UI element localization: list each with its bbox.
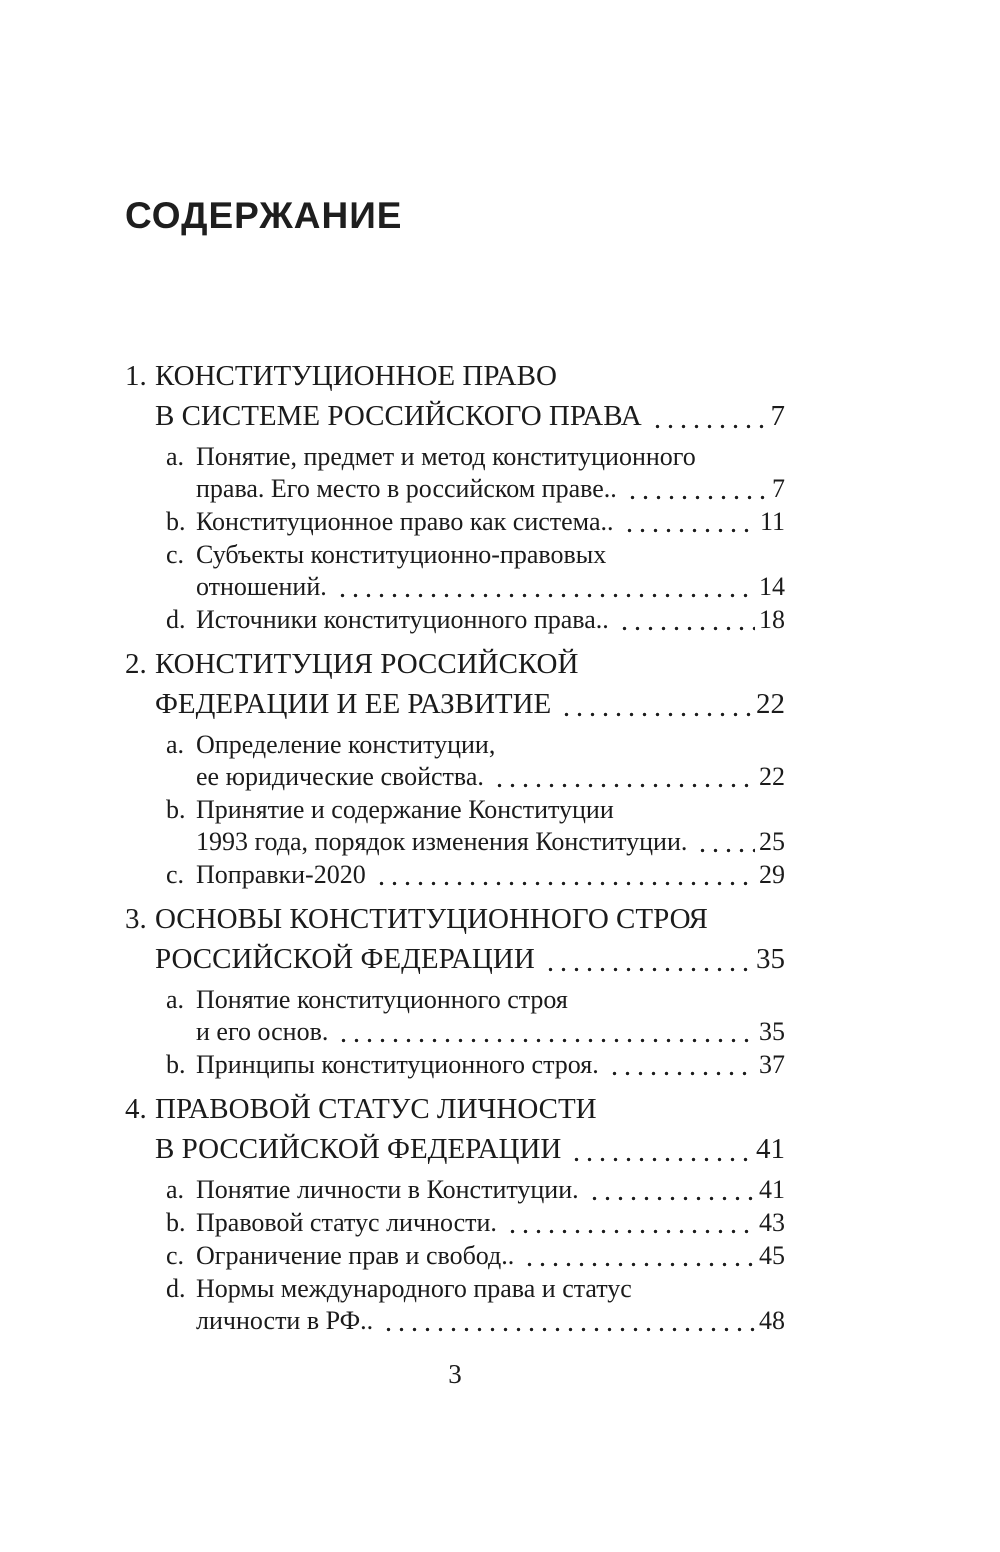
dot-leader	[382, 1305, 755, 1337]
toc-item-marker: c.	[166, 1241, 185, 1270]
chapter-heading-marker: 1.	[125, 360, 147, 392]
toc-item-text: ее юридические свойства.	[196, 762, 484, 791]
dot-leader	[544, 939, 752, 979]
toc-item-page-number: 29	[759, 860, 785, 889]
toc-chapter	[125, 1089, 785, 1337]
toc-item	[166, 506, 785, 538]
toc-item-text-line: Субъекты конституционно-правовых	[196, 540, 607, 569]
toc-item	[166, 859, 785, 891]
chapter-heading-text-line: КОНСТИТУЦИОННОЕ ПРАВО	[155, 360, 557, 392]
chapter-heading-text: В СИСТЕМЕ РОССИЙСКОГО ПРАВА	[155, 400, 642, 432]
toc-item-page-number: 25	[759, 827, 785, 856]
toc-item	[166, 984, 785, 1048]
toc-list	[125, 356, 785, 1338]
dot-leader	[618, 604, 755, 636]
toc-item-marker: d.	[166, 605, 186, 634]
toc-item-marker: d.	[166, 1274, 186, 1303]
toc-item	[166, 1049, 785, 1081]
toc-item-text-line	[196, 473, 785, 505]
chapter-heading-page-number: 35	[756, 943, 785, 975]
toc-item-page-number: 43	[759, 1208, 785, 1237]
toc-item-page-number: 45	[759, 1241, 785, 1270]
toc-item-page-number: 11	[759, 507, 785, 536]
toc-item-marker: a.	[166, 985, 185, 1014]
toc-item-text: Принципы конституционного строя.	[196, 1050, 599, 1079]
chapter-heading-text: РОССИЙСКОЙ ФЕДЕРАЦИИ	[155, 943, 535, 975]
dot-leader	[651, 396, 767, 436]
chapter-heading-text-line: КОНСТИТУЦИЯ РОССИЙСКОЙ	[155, 648, 579, 680]
dot-leader	[696, 826, 755, 858]
toc-item-marker: c.	[166, 540, 185, 569]
toc-item	[166, 794, 785, 858]
toc-item-marker: a.	[166, 730, 185, 759]
toc-item-text: Поправки-2020	[196, 860, 366, 889]
toc-item-text: Правовой статус личности.	[196, 1208, 497, 1237]
chapter-heading-text-line: ОСНОВЫ КОНСТИТУЦИОННОГО СТРОЯ	[155, 903, 708, 935]
toc-item-text-line	[196, 1240, 785, 1272]
dot-leader	[623, 506, 756, 538]
toc-item-text-line: Нормы международного права и статус	[196, 1274, 632, 1303]
dot-leader	[560, 684, 752, 724]
toc-item-text-line	[196, 571, 785, 603]
toc-item-text-line: Принятие и содержание Конституции	[196, 795, 614, 824]
chapter-heading-page-number: 7	[770, 400, 785, 432]
chapter-heading-text-line	[155, 396, 785, 436]
toc-item-marker: c.	[166, 860, 185, 889]
toc-item-text-line	[196, 604, 785, 636]
dot-leader	[337, 1016, 755, 1048]
toc-item-marker: a.	[166, 1175, 185, 1204]
toc-item-marker: b.	[166, 795, 186, 824]
toc-item-text-line	[196, 1174, 785, 1206]
chapter-heading-text-line	[155, 684, 785, 724]
toc-item-page-number: 22	[759, 762, 785, 791]
toc-item-text-line: Понятие конституционного строя	[196, 985, 568, 1014]
toc-item-text: Ограничение прав и свобод..	[196, 1241, 515, 1270]
toc-item-text: 1993 года, порядок изменения Конституции.	[196, 827, 688, 856]
toc-item-marker: b.	[166, 1208, 186, 1237]
chapter-heading-marker: 4.	[125, 1093, 147, 1125]
toc-item-text-line	[196, 761, 785, 793]
toc-item-page-number: 18	[759, 605, 785, 634]
toc-item-page-number: 37	[759, 1050, 785, 1079]
toc-item-text-line	[196, 1049, 785, 1081]
chapter-heading	[125, 899, 785, 979]
toc-chapter	[125, 644, 785, 891]
toc-item-text: отношений.	[196, 572, 327, 601]
chapter-heading-text: В РОССИЙСКОЙ ФЕДЕРАЦИИ	[155, 1133, 562, 1165]
toc-item	[166, 1207, 785, 1239]
chapter-heading-text-line	[155, 939, 785, 979]
toc-item-text: права. Его место в российском праве..	[196, 474, 617, 503]
toc-chapter	[125, 356, 785, 636]
toc-item-marker: b.	[166, 1050, 186, 1079]
chapter-heading-text-line	[155, 1129, 785, 1169]
toc-item-text-line	[196, 1305, 785, 1337]
toc-item-text-line: Понятие, предмет и метод конституционного	[196, 442, 696, 471]
chapter-heading-text-line: ПРАВОВОЙ СТАТУС ЛИЧНОСТИ	[155, 1093, 597, 1125]
dot-leader	[493, 761, 755, 793]
toc-item	[166, 1273, 785, 1337]
toc-chapter	[125, 899, 785, 1081]
toc-item-text: личности в РФ..	[196, 1306, 374, 1335]
toc-item-text-line	[196, 506, 785, 538]
chapter-heading-marker: 3.	[125, 903, 147, 935]
toc-item	[166, 729, 785, 793]
toc-item	[166, 441, 785, 505]
dot-leader	[506, 1207, 755, 1239]
toc-item-text: Источники конституционного права..	[196, 605, 609, 634]
toc-item-text: и его основ.	[196, 1017, 329, 1046]
chapter-heading	[125, 644, 785, 724]
chapter-heading	[125, 1089, 785, 1169]
toc-item-text: Конституционное право как система..	[196, 507, 614, 536]
toc-item	[166, 539, 785, 603]
toc-item-text-line	[196, 826, 785, 858]
toc-item-marker: b.	[166, 507, 186, 536]
toc-item	[166, 1240, 785, 1272]
toc-item-text: Понятие личности в Конституции.	[196, 1175, 579, 1204]
chapter-heading	[125, 356, 785, 436]
toc-item	[166, 604, 785, 636]
dot-leader	[608, 1049, 755, 1081]
toc-item-page-number: 7	[772, 474, 785, 503]
chapter-heading-page-number: 41	[756, 1133, 785, 1165]
chapter-heading-marker: 2.	[125, 648, 147, 680]
toc-item-page-number: 41	[759, 1175, 785, 1204]
dot-leader	[375, 859, 755, 891]
page-number: 3	[448, 1359, 462, 1389]
toc-item-page-number: 14	[759, 572, 785, 601]
dot-leader	[588, 1174, 755, 1206]
toc-item-page-number: 48	[759, 1306, 785, 1335]
dot-leader	[570, 1129, 752, 1169]
dot-leader	[626, 473, 768, 505]
page-title: СОДЕРЖАНИЕ	[125, 195, 403, 236]
dot-leader	[523, 1240, 755, 1272]
toc-item-text-line: Определение конституции,	[196, 730, 496, 759]
toc-item-text-line	[196, 1207, 785, 1239]
toc-item-text-line	[196, 859, 785, 891]
toc-item-page-number: 35	[759, 1017, 785, 1046]
dot-leader	[336, 571, 755, 603]
toc-item	[166, 1174, 785, 1206]
toc-item-text-line	[196, 1016, 785, 1048]
chapter-heading-text: ФЕДЕРАЦИИ И ЕЕ РАЗВИТИЕ	[155, 688, 552, 720]
chapter-heading-page-number: 22	[756, 688, 785, 720]
toc-item-marker: a.	[166, 442, 185, 471]
